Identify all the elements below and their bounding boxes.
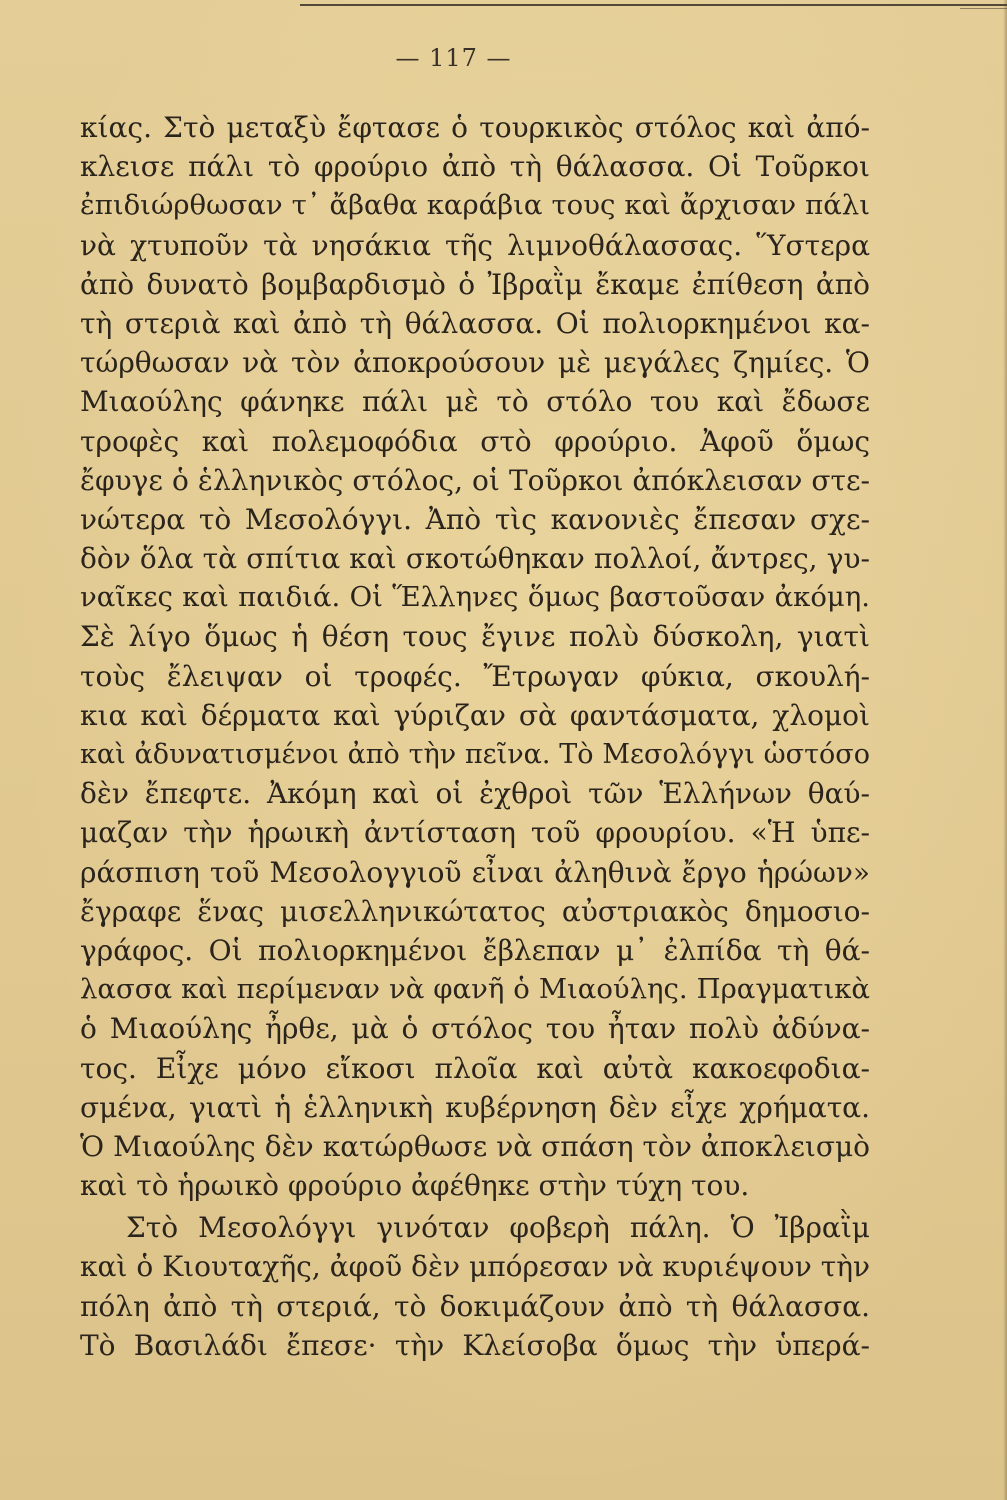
text-line: καὶ τὸ ἡρωικὸ φρούριο ἀφέθηκε στὴν τύχη του. xyxy=(80,1169,750,1203)
text-line: καὶ ἀδυνατισμένοι ἀπὸ τὴν πεῖνα. Τὸ Μεσολόγγι ὡστόσο xyxy=(80,739,870,770)
text-line: κλεισε πάλι τὸ φρούριο ἀπὸ τὴ θάλασσα. Οἱ Τοῦρκοι xyxy=(80,150,870,184)
page-edge-shadow xyxy=(1003,0,1007,1500)
text-line: δὲν ἔπεφτε. Ἀκόμη καὶ οἱ ἐχθροὶ τῶν Ἑλλήνων θαύ- xyxy=(80,777,870,811)
text-line: τος. Εἶχε μόνο εἴκοσι πλοῖα καὶ αὐτὰ κακοεφοδια- xyxy=(80,1051,870,1085)
text-line: κια καὶ δέρματα καὶ γύριζαν σὰ φαντάσματα, χλομοὶ xyxy=(80,698,870,732)
paragraph-1 xyxy=(80,108,870,1205)
text-line: Τὸ Βασιλάδι ἔπεσε· τὴν Κλείσοβα ὅμως τὴν ὑπερά- xyxy=(80,1328,870,1362)
text-line: ἐπιδιώρθωσαν τ᾿ ἄβαθα καράβια τους καὶ ἄρχισαν πάλι xyxy=(80,189,870,222)
text-line: Στὸ Μεσολόγγι γινόταν φοβερὴ πάλη. Ὁ Ἰβραῒμ xyxy=(126,1211,870,1245)
text-line: τώρθωσαν νὰ τὸν ἀποκρούσουν μὲ μεγάλες ζημίες. Ὁ xyxy=(80,346,870,380)
text-line: τὴ στεριὰ καὶ ἀπὸ τὴ θάλασσα. Οἱ πολιορκημένοι κα- xyxy=(80,306,870,340)
text-line: πόλη ἀπὸ τὴ στεριά, τὸ δοκιμάζουν ἀπὸ τὴ θάλασσα. xyxy=(80,1289,870,1323)
paragraph-2 xyxy=(80,1208,870,1365)
text-line: ναῖκες καὶ παιδιά. Οἱ Ἕλληνες ὅμως βαστοῦσαν ἀκόμη. xyxy=(80,581,870,614)
text-line: δὸν ὅλα τὰ σπίτια καὶ σκοτώθηκαν πολλοί, ἄντρες, γυ- xyxy=(80,542,870,576)
text-line: ἀπὸ δυνατὸ βομβαρδισμὸ ὁ Ἰβραῒμ ἔκαμε ἐπίθεση ἀπὸ xyxy=(80,267,870,301)
text-line: λασσα καὶ περίμεναν νὰ φανῆ ὁ Μιαούλης. Πραγματικὰ xyxy=(80,973,870,1006)
text-line: νὰ χτυποῦν τὰ νησάκια τῆς λιμνοθάλασσας. Ὕστερα xyxy=(80,228,870,262)
text-line: ἔφυγε ὁ ἑλληνικὸς στόλος, οἱ Τοῦρκοι ἀπόκλεισαν στε- xyxy=(80,463,870,497)
text-line: σμένα, γιατὶ ἡ ἑλληνικὴ κυβέρνηση δὲν εἶχε χρήματα. xyxy=(80,1090,870,1124)
body-text xyxy=(80,108,870,1365)
text-line: ράσπιση τοῦ Μεσολογγιοῦ εἶναι ἀληθινὰ ἔργο ἡρώων» xyxy=(80,855,870,889)
text-line: μαζαν τὴν ἡρωικὴ ἀντίσταση τοῦ φρουρίου. «Ἡ ὑπε- xyxy=(80,816,870,850)
text-line: Σὲ λίγο ὅμως ἡ θέση τους ἔγινε πολὺ δύσκολη, γιατὶ xyxy=(80,620,870,654)
top-edge-rule xyxy=(300,4,1007,6)
text-line: ὁ Μιαούλης ἦρθε, μὰ ὁ στόλος του ἦταν πολὺ ἀδύνα- xyxy=(80,1012,870,1046)
text-line: κίας. Στὸ μεταξὺ ἔφτασε ὁ τουρκικὸς στόλος καὶ ἀπό- xyxy=(80,111,870,144)
text-line: νώτερα τὸ Μεσολόγγι. Ἀπὸ τὶς κανονιὲς ἔπεσαν σχε- xyxy=(80,502,870,536)
text-line: καὶ ὁ Κιουταχῆς, ἀφοῦ δὲν μπόρεσαν νὰ κυριέψουν τὴν xyxy=(80,1250,870,1284)
top-edge-mark xyxy=(960,8,1007,19)
text-line: τοὺς ἔλειψαν οἱ τροφές. Ἔτρωγαν φύκια, σκουλή- xyxy=(80,659,870,693)
text-line: γράφος. Οἱ πολιορκημένοι ἔβλεπαν μ᾿ ἐλπίδα τὴ θά- xyxy=(80,933,870,967)
page-number: — 117 — xyxy=(395,44,512,72)
text-line: Μιαούλης φάνηκε πάλι μὲ τὸ στόλο του καὶ ἔδωσε xyxy=(80,385,870,419)
text-line: τροφὲς καὶ πολεμοφόδια στὸ φρούριο. Ἀφοῦ ὅμως xyxy=(80,424,870,458)
text-line: Ὁ Μιαούλης δὲν κατώρθωσε νὰ σπάση τὸν ἀποκλεισμὸ xyxy=(80,1129,870,1163)
text-line: ἔγραφε ἕνας μισελληνικώτατος αὐστριακὸς δημοσιο- xyxy=(80,894,870,928)
